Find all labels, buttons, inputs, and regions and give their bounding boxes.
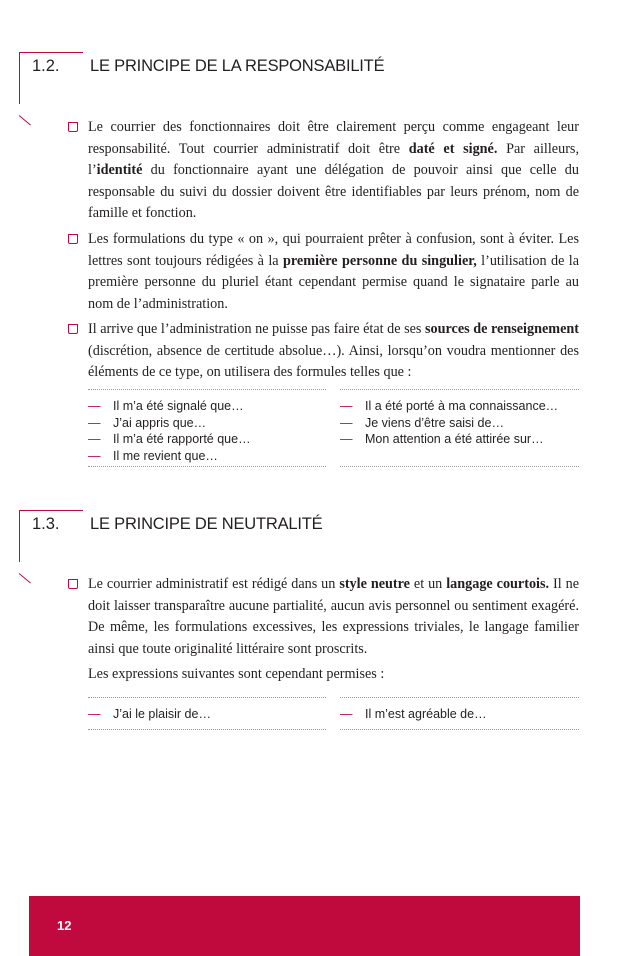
- formula-item: — J’ai appris que…: [88, 415, 207, 430]
- bullet-box-icon: [68, 579, 78, 589]
- formula-list-left: [88, 398, 251, 464]
- section-number-1-2: 1.2.: [19, 52, 83, 104]
- formula-item: — Mon attention a été attirée sur…: [340, 432, 544, 446]
- formula-item: — J’ai le plaisir de…: [88, 707, 211, 721]
- section-title-1-2: LE PRINCIPE DE LA RESPONSABILITÉ: [90, 57, 385, 75]
- paragraph-responsibility-2: Les formulations du type « on », qui pourraient prêter à confusion, sont à éviter. Les lettres sont toujours rédigées à la première personne du singulier, l’utilisation de la première personne du pluriel étant cependant permise quand le signataire parle au nom de l’administration.: [88, 229, 579, 315]
- divider: [340, 729, 579, 730]
- divider: [88, 389, 326, 390]
- bullet-box-icon: [68, 324, 78, 334]
- section-number-1-3: 1.3.: [19, 510, 83, 562]
- paragraph-responsibility-3: Il arrive que l’administration ne puisse pas faire état de ses sources de renseignement (discrétion, absence de certitude absolue…). Ainsi, lorsqu’on voudra mentionner des éléments de ce type, on utilisera des formules telles que :: [88, 319, 579, 384]
- bullet-box-icon: [68, 122, 78, 132]
- bullet-box-icon: [68, 234, 78, 244]
- formula-item: — Il me revient que…: [88, 448, 218, 463]
- formula-item: — Il m’a été rapporté que…: [88, 432, 251, 446]
- divider: [88, 697, 326, 698]
- formula-item: — Il a été porté à ma connaissance…: [340, 399, 559, 413]
- divider: [340, 389, 579, 390]
- formula-item: — Il m’est agréable de…: [340, 707, 487, 721]
- section-title-1-3: LE PRINCIPE DE NEUTRALITÉ: [90, 515, 323, 533]
- permitted-list-right: [340, 706, 487, 723]
- paragraph-neutrality-1: Le courrier administratif est rédigé dans un style neutre et un langage courtois. Il ne doit laisser transparaître aucune partialité, aucun avis personnel ou sentiment exagéré. De même, les formulations excessives, les expressions triviales, le langage familier ainsi que toute originalité littéraire sont proscrits.: [88, 574, 579, 660]
- formula-item: — Je viens d’être saisi de…: [340, 415, 504, 430]
- divider: [340, 466, 579, 467]
- divider: [340, 697, 579, 698]
- formula-list-right: [340, 398, 558, 448]
- formula-item: — Il m’a été signalé que…: [88, 399, 244, 413]
- divider: [88, 466, 326, 467]
- permitted-list-left: [88, 706, 211, 723]
- page-footer: [29, 896, 580, 956]
- paragraph-responsibility-1: Le courrier des fonctionnaires doit être clairement perçu comme engageant leur responsabilité. Tout courrier administratif doit être daté et signé. Par ailleurs, l’identité du fonctionnaire ayant une délégation de pouvoir ainsi que celle du responsable du suivi du dossier doivent être identifiables par leurs prénom, nom de famille et fonction.: [88, 117, 579, 225]
- permitted-intro: Les expressions suivantes sont cependant permises :: [88, 666, 385, 682]
- divider: [88, 729, 326, 730]
- page-number: 12: [57, 918, 72, 933]
